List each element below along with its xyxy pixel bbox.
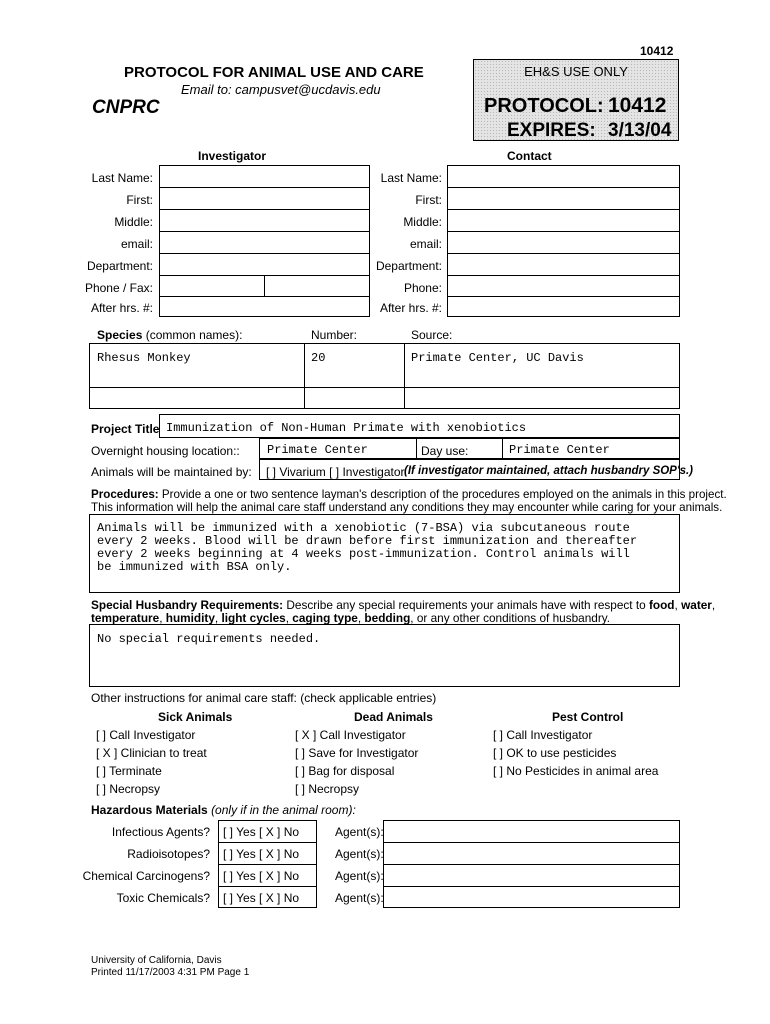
species-sub-label: (common names): [145,328,243,342]
procedures-line: Animals will be immunized with a xenobiotic (7-BSA) via subcutaneous route [97,521,630,535]
carcinogens-label: Chemical Carcinogens? [82,869,210,883]
husbandry-humidity: humidity [165,611,215,625]
dead-option[interactable]: [ X ] Call Investigator [295,728,406,742]
maintained-note: (If investigator maintained, attach husbandry SOP's.) [404,465,694,477]
toxic-agent-input[interactable] [384,887,679,907]
contact-first-label: First: [415,193,442,207]
pest-control-heading: Pest Control [552,710,624,724]
husbandry-food: food [648,598,675,612]
contact-department-label: Department: [375,259,442,273]
inv-afterhrs-input[interactable] [160,297,369,316]
sick-option[interactable]: [ X ] Clinician to treat [96,746,207,760]
contact-afterhrs-label: After hrs. #: [379,301,442,315]
agent-label: Agent(s): [335,825,384,839]
contact-middle-input[interactable] [448,210,679,231]
inv-fax-input[interactable] [265,276,369,296]
procedures-line: every 2 weeks beginning at 4 weeks post-immunization. Control animals will [97,547,630,561]
contact-department-input[interactable] [448,254,679,275]
husbandry-value: No special requirements needed. [97,632,321,646]
radioisotopes-label: Radioisotopes? [127,847,210,861]
maintained-label: Animals will be maintained by: [91,465,252,479]
procedures-label: Procedures: [91,488,159,501]
investigator-heading: Investigator [198,149,267,163]
hazardous-note: (only if in the animal room): [211,803,356,817]
inv-first-label: First: [126,193,153,207]
dead-animals-list [295,726,418,798]
agent-label: Agent(s): [335,869,384,883]
hazardous-header [91,803,356,817]
carcinogens-agent-input[interactable] [384,865,679,886]
number-cell-empty[interactable] [305,388,404,408]
sick-option[interactable]: [ ] Terminate [96,764,162,778]
overnight-value[interactable]: Primate Center [267,443,368,457]
procedures-desc-line2: This information will help the animal care staff understand any conditions they may encounter while caring for your animals. [91,501,723,514]
species-header [97,328,242,342]
infectious-agent-input[interactable] [384,821,679,842]
inv-afterhrs-label: After hrs. #: [90,301,153,315]
infectious-label: Infectious Agents? [111,825,210,839]
contact-phone-label: Phone: [403,281,442,295]
carcinogens-choice[interactable]: [ ] Yes [ X ] No [223,869,300,883]
ehs-use-only-box [473,59,679,141]
agent-label: Agent(s): [335,847,384,861]
number-cell[interactable]: 20 [311,351,326,365]
infectious-choice[interactable]: [ ] Yes [ X ] No [223,825,300,839]
sick-animals-list [96,726,207,798]
husbandry-desc-line2: temperature, humidity, light cycles, caging type, bedding, or any other conditions of husbandry. [91,611,611,625]
org-name: CNPRC [92,97,160,118]
radioisotopes-agent-input[interactable] [384,843,679,864]
husbandry-caging: caging type [292,611,358,625]
form-title: PROTOCOL FOR ANIMAL USE AND CARE [124,64,424,81]
husbandry-bedding: bedding [364,611,411,625]
pest-option[interactable]: [ ] No Pesticides in animal area [493,764,659,778]
agent-label: Agent(s): [335,891,384,905]
expires-value: 3/13/04 [608,120,672,141]
husbandry-desc-b: , or any other conditions of husbandry. [410,611,611,625]
contact-heading: Contact [507,149,552,163]
inv-department-input[interactable] [160,254,369,275]
contact-afterhrs-input[interactable] [448,297,679,316]
source-cell[interactable]: Primate Center, UC Davis [411,351,584,365]
protocol-value: 10412 [608,94,667,117]
husbandry-temperature: temperature [91,611,160,625]
toxic-choice[interactable]: [ ] Yes [ X ] No [223,891,300,905]
pest-control-list [493,726,658,780]
inv-lastname-label: Last Name: [91,171,153,185]
dead-option[interactable]: [ ] Bag for disposal [295,764,395,778]
inv-phone-label: Phone / Fax: [84,281,153,295]
inv-phone-input[interactable] [160,276,264,296]
inv-middle-label: Middle: [114,215,153,229]
species-cell[interactable]: Rhesus Monkey [97,351,191,365]
procedures-line: every 2 weeks. Blood will be drawn before first immunization and thereafter [97,534,638,548]
contact-email-label: email: [409,237,442,251]
hazardous-label: Hazardous Materials [91,803,208,817]
husbandry-desc-a: Describe any special requirements your animals have with respect to [283,598,649,612]
project-title-value[interactable]: Immunization of Non-Human Primate with xenobiotics [166,421,527,435]
number-header: Number: [311,328,358,342]
contact-lastname-input[interactable] [448,166,679,187]
husbandry-desc-line1: Special Husbandry Requirements: Describe any special requirements your animals have with respect to food, water, [91,598,716,612]
email-line: Email to: campusvet@ucdavis.edu [181,82,381,97]
species-cell-empty[interactable] [90,388,304,408]
pest-option[interactable]: [ ] Call Investigator [493,728,593,742]
source-header: Source: [411,328,453,342]
sick-animals-heading: Sick Animals [158,710,233,724]
inv-department-label: Department: [86,259,153,273]
husbandry-label: Special Husbandry Requirements: [91,598,284,612]
contact-email-input[interactable] [448,232,679,253]
sick-option[interactable]: [ ] Call Investigator [96,728,196,742]
procedures-desc-line1 [91,488,727,501]
dead-animals-heading: Dead Animals [354,710,433,724]
pest-option[interactable]: [ ] OK to use pesticides [493,746,617,760]
procedures-text [97,522,637,574]
dead-option[interactable]: [ ] Save for Investigator [295,746,419,760]
procedures-line: be immunized with BSA only. [97,560,292,574]
overnight-label: Overnight housing location:: [91,444,240,458]
husbandry-water: water [681,598,712,612]
footer-printed: Printed 11/17/2003 4:31 PM Page 1 [91,967,250,978]
husbandry-light: light cycles [221,611,286,625]
dead-option[interactable]: [ ] Necropsy [295,782,360,796]
dayuse-value[interactable]: Primate Center [509,443,610,457]
other-instructions-label: Other instructions for animal care staff: (check applicable entries) [91,691,437,705]
maintained-options[interactable]: [ ] Vivarium [ ] Investigator [266,465,405,479]
source-cell-empty[interactable] [405,388,679,408]
species-label: Species [97,328,143,342]
radioisotopes-choice[interactable]: [ ] Yes [ X ] No [223,847,300,861]
expires-label: EXPIRES: [507,120,596,141]
contact-lastname-label: Last Name: [380,171,442,185]
toxic-label: Toxic Chemicals? [116,891,210,905]
project-title-label: Project Title [91,422,160,436]
protocol-label: PROTOCOL: [484,95,604,117]
inv-middle-input[interactable] [160,210,369,231]
inv-first-input[interactable] [160,188,369,209]
inv-email-input[interactable] [160,232,369,253]
dayuse-label: Day use: [421,444,469,458]
inv-lastname-input[interactable] [160,166,369,187]
contact-phone-input[interactable] [448,276,679,296]
ehs-heading: EH&S USE ONLY [524,64,628,79]
contact-middle-label: Middle: [403,215,442,229]
inv-email-label: email: [120,237,153,251]
footer-university: University of California, Davis [91,955,222,966]
contact-first-input[interactable] [448,188,679,209]
procedures-desc1: Provide a one or two sentence layman's description of the procedures employed on the animals in this project. [158,488,727,501]
doc-number: 10412 [640,44,674,58]
sick-option[interactable]: [ ] Necropsy [96,782,161,796]
